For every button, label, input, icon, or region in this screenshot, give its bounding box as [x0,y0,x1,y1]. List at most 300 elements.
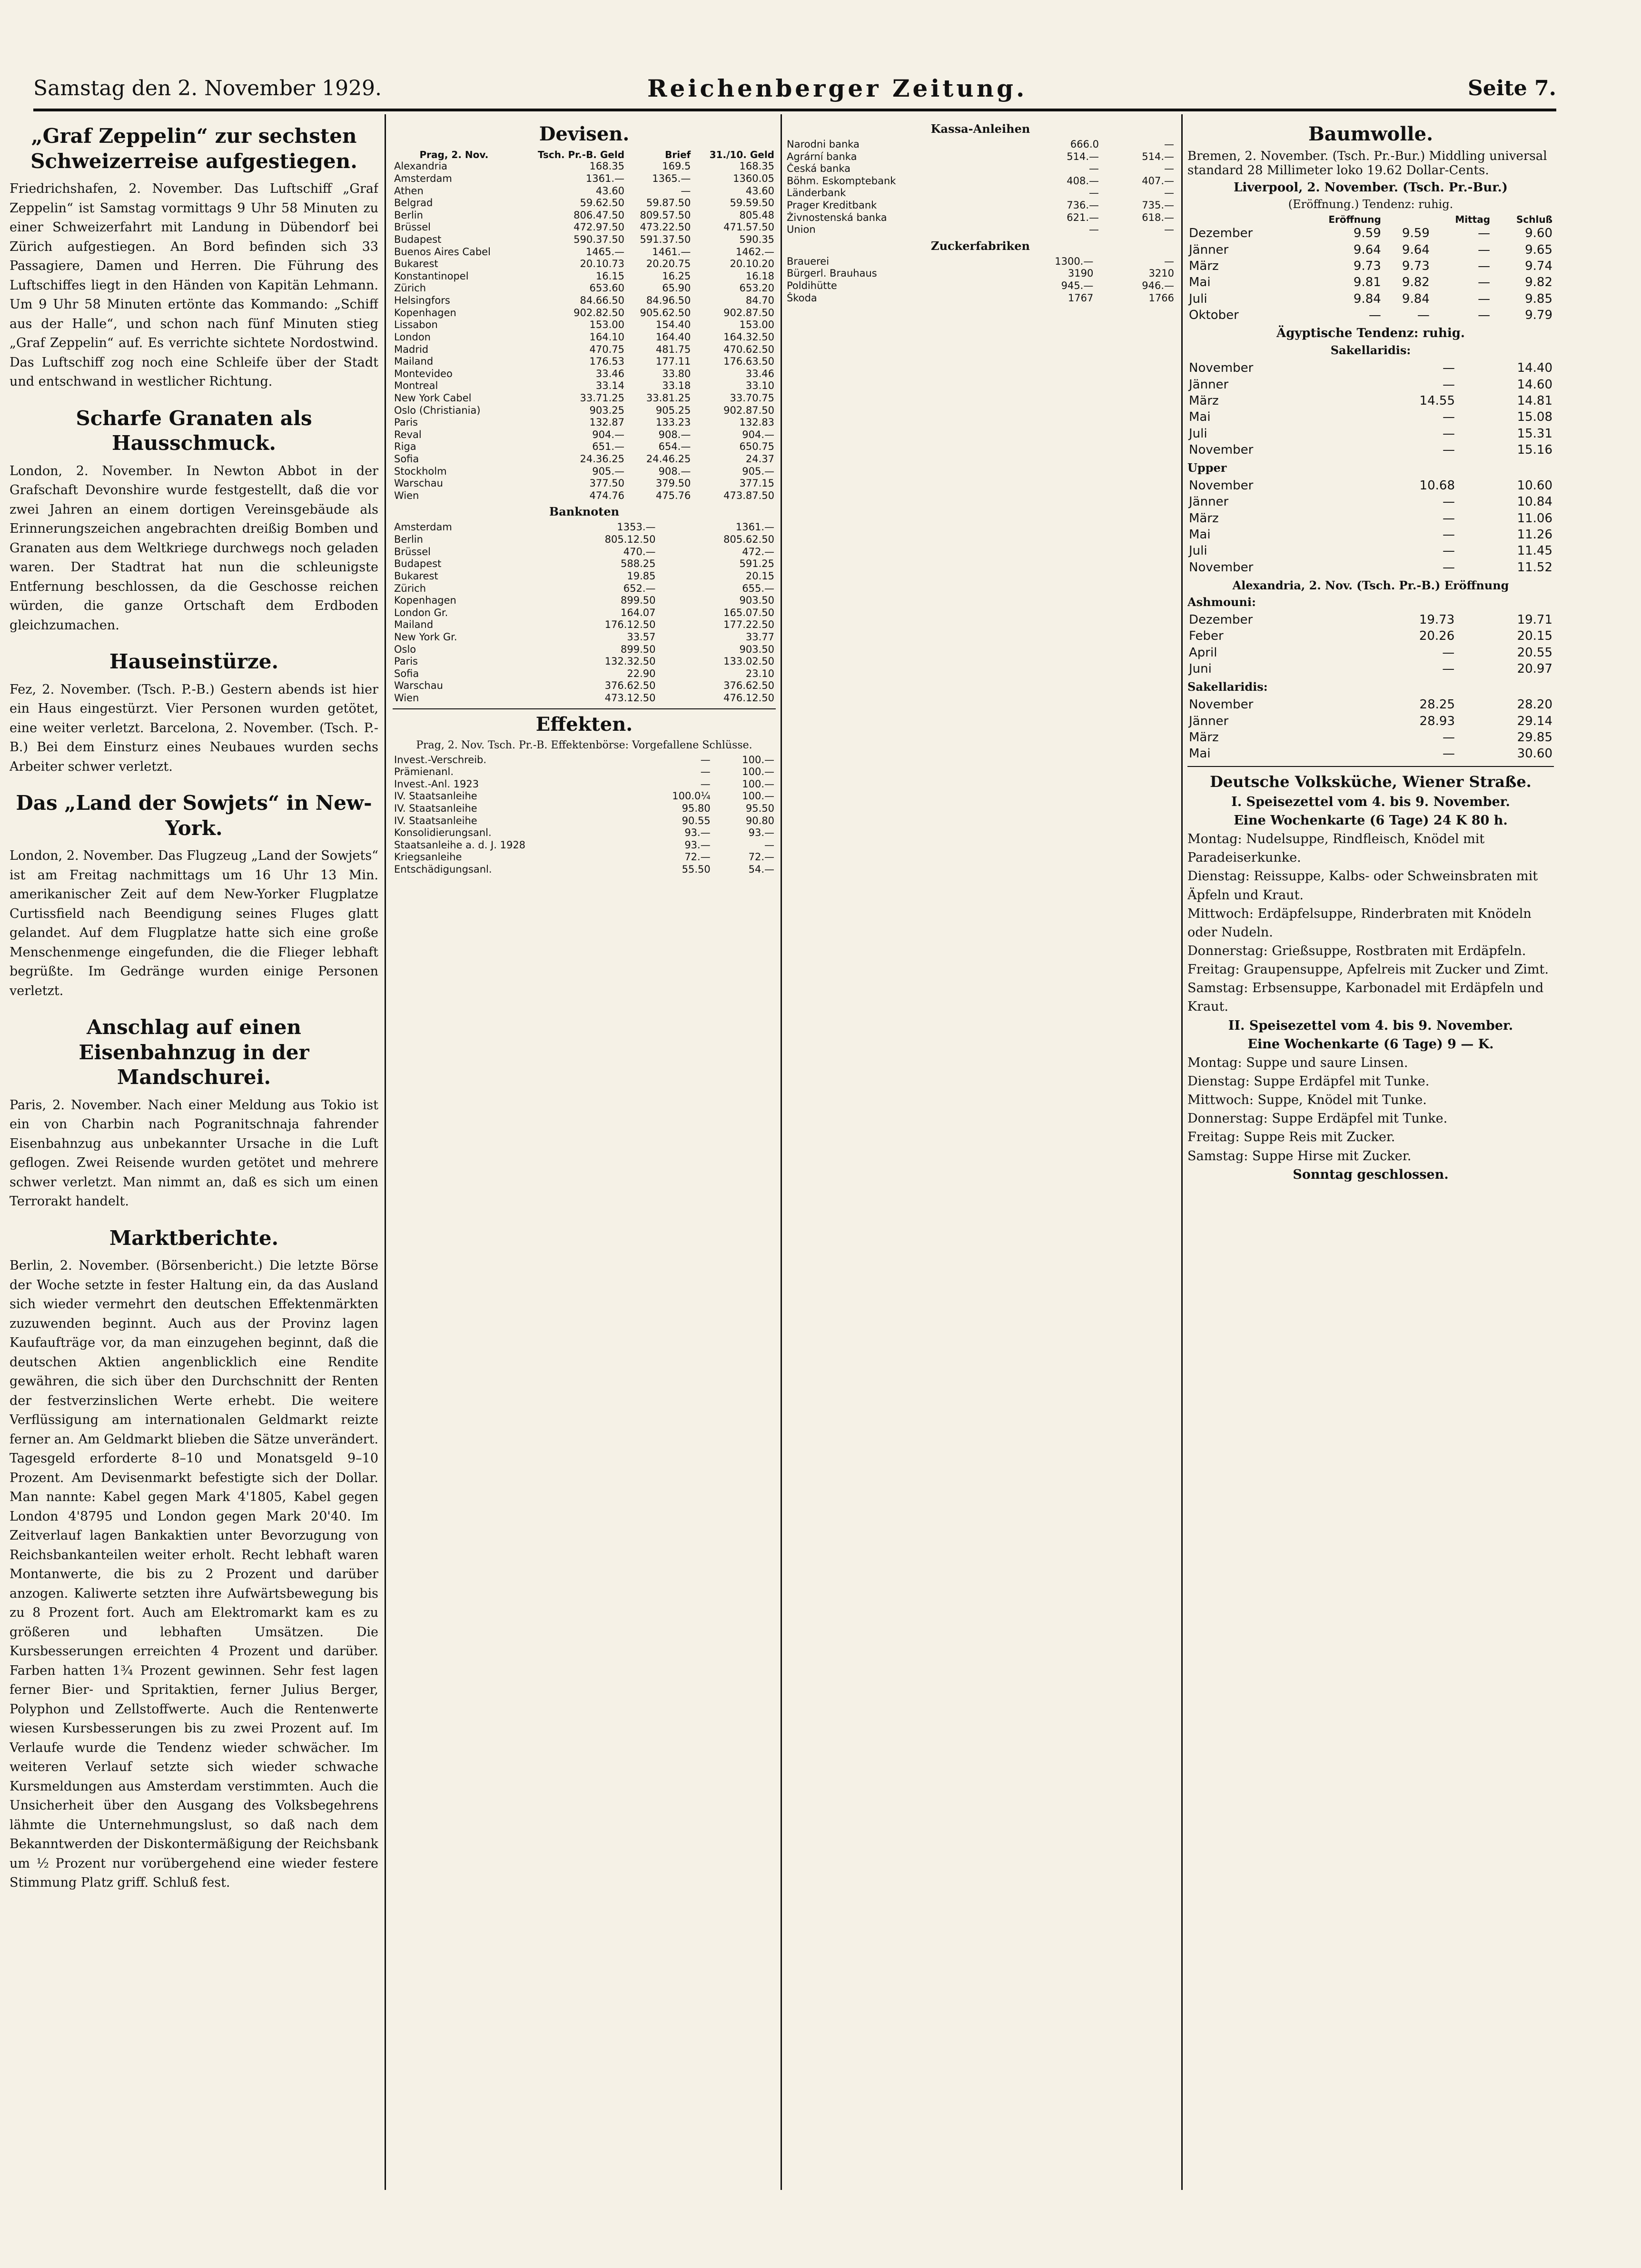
row-label: Riga [394,441,416,453]
header-rule [33,109,1556,111]
newspaper-title: Reichenberger Zeitung. [647,74,1028,102]
cell-value: 806.47.50 [573,209,625,221]
row-label: Warschau [394,477,443,489]
cell-value: 903.50 [739,595,774,607]
menu-card: Eine Wochenkarte (6 Tage) 9 — K. [1247,1036,1494,1052]
cell-value: 471.57.50 [723,221,774,233]
article-body: Fez, 2. November. (Tsch. P.-B.) Gestern abends ist hier ein Haus eingestürzt. Vier Personen wurden getötet, eine weiter verletzt. Barcelona, 2. November. (Tsch. P.-B.) Bei dem Einsturz eines Neubaues wurden sechs Arbeiter schwer verletzt. [10,682,378,774]
table-row [1187,225,1554,241]
cell-value: 9.82 [1525,275,1552,290]
row-label: Lissabon [394,319,438,331]
cell-value: 651.— [592,441,625,453]
cell-value: — [1089,187,1099,199]
row-label: Bukarest [394,570,438,582]
cell-value: 473.87.50 [723,489,774,501]
cell-value: — [1442,645,1455,660]
row-label: April [1189,645,1217,660]
cell-value: 408.— [1067,175,1099,187]
menu-day: Mittwoch: Suppe, Knödel mit Tunke. [1187,1093,1427,1108]
table-row [393,668,776,680]
cell-value: 19.73 [1419,613,1455,627]
row-label: New York Gr. [394,631,457,643]
cell-value: 735.— [1142,199,1174,211]
sakel-title: Sakellaridis: [1187,680,1268,694]
cell-value: 902.87.50 [723,307,774,318]
cell-value: 33.81.25 [646,392,691,404]
article [10,124,378,392]
cell-value: 54.— [748,864,774,875]
cell-value: 177.22.50 [723,619,774,631]
cell-value: 809.57.50 [640,209,691,221]
article-title: Scharfe Granaten als Hausschmuck. [76,406,312,455]
cell-value: — [1164,163,1174,175]
cell-value: 20.97 [1517,661,1552,676]
row-label: Škoda [787,292,817,304]
table-row [393,546,776,558]
row-label: Montreal [394,380,438,392]
row-label: Invest.-Anl. 1923 [394,778,479,790]
cell-value: 1361.— [585,173,625,184]
column-header: 31./10. Geld [709,149,774,160]
row-label: IV. Staatsanleihe [394,815,477,826]
cell-value: — [1164,187,1174,199]
table-row [785,163,1176,175]
cell-value: 100.— [742,778,774,790]
cell-value: 15.08 [1517,410,1552,425]
cell-value: 472.— [742,546,774,557]
cell-value: 905.62.50 [640,307,691,318]
cell-value: 3190 [1068,268,1094,279]
cell-value: 899.50 [621,643,656,655]
cell-value: — [1089,163,1099,175]
row-label: Narodni banka [787,139,860,150]
table-row [393,331,776,344]
article [10,791,378,1001]
table-row [393,766,776,778]
cell-value: 22.90 [627,667,656,679]
cell-value: 903.50 [739,643,774,655]
cell-value: — [1442,527,1455,542]
cell-value: 176.12.50 [604,619,656,631]
cell-value: 43.60 [745,185,774,197]
table-row [393,405,776,417]
cell-value: 618.— [1142,211,1174,223]
cell-value: 24.37 [745,453,774,465]
row-label: Länderbank [787,187,846,199]
cell-value: 16.15 [595,270,625,282]
row-label: Feber [1189,629,1224,644]
news-column [10,119,378,2185]
table-row [393,160,776,173]
row-label: Berlin [394,534,423,546]
row-label: Brauerei [787,255,830,267]
table-row [393,246,776,259]
table-row [1187,360,1554,376]
cell-value: — [1368,308,1381,322]
table-row [1187,274,1554,290]
cell-value: 11.06 [1517,511,1552,526]
row-label: Agrární banka [787,150,857,162]
table-row [393,534,776,546]
row-label: Mai [1189,275,1211,290]
table-row [393,392,776,405]
cell-value: 1300.— [1055,255,1094,267]
table-row [393,344,776,356]
cell-value: 905.25 [655,404,691,416]
banknoten-title: Banknoten [549,505,620,519]
cell-value: — [1442,410,1455,425]
page-header [33,71,1556,105]
row-label: New York Cabel [394,392,472,404]
cell-value: 1361.— [735,521,774,533]
row-label: London Gr. [394,607,448,618]
cell-value: — [764,839,774,851]
cell-value: 164.10 [589,331,625,343]
cell-value: 9.84 [1353,291,1381,306]
cell-value: 100.— [742,766,774,778]
table-row [393,754,776,766]
cell-value: 20.55 [1517,645,1552,660]
cell-value: 93.— [684,839,711,851]
row-label: November [1189,560,1254,575]
article-title: Anschlag auf einen Eisenbahnzug in der Mandschurei. [79,1015,309,1089]
cell-value: 132.32.50 [604,656,656,667]
cell-value: 908.— [658,465,691,477]
cell-value: 9.65 [1525,242,1552,257]
table-row [393,680,776,692]
cell-value: 20.20.75 [646,258,691,270]
table-row [393,607,776,619]
row-label: Staatsanleihe a. d. J. 1928 [394,839,526,851]
row-label: IV. Staatsanleihe [394,790,477,802]
cell-value: 946.— [1142,280,1174,292]
table-row [393,368,776,380]
cell-value: 33.70.75 [730,392,774,404]
table-row [785,224,1176,236]
cell-value: 407.— [1142,175,1174,187]
table-row [393,595,776,607]
cell-value: 95.80 [682,803,711,815]
cell-value: 176.63.50 [723,356,774,368]
article-title: „Graf Zeppelin“ zur sechsten Schweizerreise aufgestiegen. [30,124,357,173]
table-row [393,319,776,331]
cell-value: 16.18 [745,270,774,282]
row-label: Warschau [394,680,443,692]
table-row [393,570,776,583]
column-divider [1181,114,1183,2190]
devisen-table [393,149,776,502]
row-label: Mailand [394,356,434,368]
cell-value: 93.— [684,827,711,839]
menu-day: Samstag: Erbsensuppe, Karbonadel mit Erdäpfeln und Kraut. [1187,981,1544,1015]
table-row [785,212,1176,224]
table-row [1187,377,1554,393]
cell-value: — [1089,224,1099,236]
cell-value: 3210 [1148,268,1174,279]
table-row [785,151,1176,163]
table-row [393,644,776,656]
article [10,649,378,776]
row-label: London [394,331,431,343]
row-label: Jänner [1189,495,1229,509]
table-row [393,209,776,222]
liverpool-table [1187,214,1554,323]
table-row [393,466,776,478]
cell-value: 905.— [592,465,625,477]
cell-value: 9.84 [1402,291,1430,306]
cell-value: 20.26 [1419,629,1455,644]
row-label: Bürgerl. Brauhaus [787,268,877,279]
cell-value: 19.85 [627,570,656,582]
row-label: Kopenhagen [394,307,456,318]
row-label: Zürich [394,282,426,294]
table-row [785,256,1176,268]
cell-value: 33.57 [627,631,656,643]
table-row [1187,442,1554,458]
table-row [393,453,776,466]
cell-value: 9.60 [1525,226,1552,241]
cell-value: 176.53 [589,356,625,368]
menu-day: Dienstag: Suppe Erdäpfel mit Tunke. [1187,1074,1430,1089]
baumwolle-title: Baumwolle. [1308,123,1433,145]
column-header: Eröffnung [1328,214,1381,225]
column-header [1383,214,1431,225]
table-row [393,864,776,876]
table-row [393,441,776,453]
table-row [393,380,776,392]
article [10,1226,378,1893]
cell-value: 84.70 [745,295,774,307]
cell-value: — [1478,308,1491,322]
row-label: Alexandria [394,160,448,172]
cell-value: 1353.— [617,521,656,533]
cell-value: 95.50 [745,803,774,815]
row-label: Buenos Aires Cabel [394,246,491,258]
row-label: Oktober [1189,308,1239,322]
table-row [393,197,776,209]
divider [393,708,776,709]
ashmouni-title: Ashmouni: [1187,595,1256,609]
column-header: Schluß [1516,214,1552,225]
table-row [393,851,776,864]
row-label: Wien [394,692,419,704]
cell-value: 33.71.25 [580,392,625,404]
cell-value: 10.60 [1517,478,1552,493]
cell-value: 904.— [742,428,774,440]
cell-value: — [1442,511,1455,526]
column-divider [781,114,782,2190]
article-body: Friedrichshafen, 2. November. Das Luftschiff „Graf Zeppelin“ ist Samstag vormittags 9 Uhr 58 Minuten zu einer Schweizerfahrt mit Landung in Dübendorf bei Zürich aufgestiegen. An Bord befinden sich 33 Passagiere, Damen und Herren. Die Führung des Luftschiffes liegt in den Händen von Kapitän Lehmann. Um 9 Uhr 58 Minuten ertönte das Kommando: „Schiff aus der Halle“, und schon nach fünf Minuten stieg „Graf Zeppelin“ auf. Es verrichte sichtete Nordostwind. Das Luftschiff zog noch eine Schleife über der Stadt und entschwand in westlicher Richtung. [10,181,378,389]
cell-value: 481.75 [655,343,691,355]
cell-value: 377.15 [739,477,774,489]
table-row [393,221,776,234]
row-label: Kriegsanleihe [394,851,462,863]
cell-value: 476.12.50 [723,692,774,704]
table-row [1187,510,1554,527]
column-header [1187,214,1294,225]
cell-value: 14.55 [1419,393,1455,408]
row-label: November [1189,697,1254,712]
cell-value: 43.60 [595,185,625,197]
table-row [785,292,1176,305]
cell-value: 1766 [1148,292,1174,304]
cell-value: 805.12.50 [604,534,656,546]
table-row [393,477,776,490]
cell-value: — [1442,377,1455,392]
effekten-table [393,754,776,876]
banknoten-table [393,521,776,704]
table-row [1187,713,1554,729]
menu-section [1187,771,1554,1184]
row-label: Poldihütte [787,280,837,292]
egypt-title: Ägyptische Tendenz: ruhig. [1276,326,1465,341]
table-row [1187,696,1554,713]
article-body: Paris, 2. November. Nach einer Meldung aus Tokio ist ein von Charbin nach Pogranitschnaja fahrender Eisenbahnzug aus unbekannter Ursache in die Luft geflogen. Zwei Reisende wurden getötet und mehrere schwer verletzt. Man nimmt an, daß es sich um einen Terrorakt handelt. [10,1097,378,1209]
cell-value: 59.59.50 [730,197,774,209]
table-row [393,295,776,307]
cell-value: 33.10 [745,380,774,392]
cell-value: 470.62.50 [723,343,774,355]
menu-day: Samstag: Suppe Hirse mit Zucker. [1187,1148,1412,1164]
table-row [785,280,1176,292]
article-title: Das „Land der Sowjets“ in New-York. [16,791,372,840]
bremen-report: Bremen, 2. November. (Tsch. Pr.-Bur.) Middling universal standard 28 Millimeter loko 19.62 Dollar-Cents. [1187,149,1547,178]
menu-week: II. Speisezettel vom 4. bis 9. November. [1228,1018,1513,1033]
cell-value: 84.96.50 [646,295,691,307]
menu-day: Dienstag: Reissuppe, Kalbs- oder Schweinsbraten mit Äpfeln und Kraut. [1187,869,1538,903]
upper-title: Upper [1187,461,1227,475]
table-row [1187,543,1554,559]
row-label: Mai [1189,746,1211,761]
table-row [1187,729,1554,746]
cell-value: 652.— [623,582,656,594]
table-row [1187,645,1554,661]
cell-value: 591.25 [739,558,774,570]
row-label: November [1189,478,1254,493]
table-row [393,790,776,803]
header-date: Samstag den 2. November 1929. [33,76,382,100]
table-row [393,815,776,827]
article-body: London, 2. November. Das Flugzeug „Land der Sowjets“ ist am Freitag nachmittags um 16 Uhr 13 Min. amerikanischer Zeit auf dem New-Yorker Flugplatze Curtissfield nach Beendigung seines Fluges glatt gelandet. Auf dem Flugplatze hatte sich eine große Menschenmenge eingefunden, die die Flieger lebhaft begrüßte. Im Gedränge wurden einige Personen verletzt. [10,848,378,998]
row-label: Živnostenská banka [787,211,887,223]
cell-value: 84.66.50 [580,295,625,307]
page-number: Seite 7. [1467,76,1556,100]
cell-value: 9.73 [1402,259,1430,274]
menu-day: Mittwoch: Erdäpfelsuppe, Rinderbraten mit Knödeln oder Nudeln. [1187,906,1532,940]
article [10,1015,378,1212]
cell-value: 514.— [1067,150,1099,162]
row-label: Mai [1189,410,1211,425]
cell-value: 154.40 [655,319,691,331]
cell-value: 1360.05 [733,173,774,184]
cell-value: 653.20 [739,282,774,294]
row-label: Union [787,224,816,236]
cell-value: — [1442,495,1455,509]
row-label: Jänner [1189,377,1229,392]
article-body: London, 2. November. In Newton Abbot in der Grafschaft Devonshire wurde festgestellt, daß die vor zwei Jahren an einem dortigen Vereinsgebäude als Erinnerungszeichen angebrachten dreißig Bomben und Granaten aus dem Weltkriege durchwegs noch geladen waren. Der Stadtrat hat nun die schleunigste Entfernung beschlossen, da die Geschosse reichen würden, die ganze Ortschaft dem Erdboden gleichzumachen. [10,463,378,633]
table-row [393,185,776,198]
market-column [1187,119,1554,2185]
cell-value: 100.— [742,754,774,766]
table-row [393,173,776,185]
cell-value: 29.85 [1517,730,1552,745]
row-label: Stockholm [394,465,447,477]
liverpool-subtitle: (Eröffnung.) Tendenz: ruhig. [1288,198,1453,211]
cell-value: 28.20 [1517,697,1552,712]
cell-value: 20.15 [745,570,774,582]
cell-value: 132.87 [589,417,625,428]
cell-value: 666.0 [1070,139,1099,150]
cell-value: 590.37.50 [573,234,625,246]
cell-value: 33.18 [662,380,691,392]
row-label: Mai [1189,527,1211,542]
menu-title: Deutsche Volksküche, Wiener Straße. [1210,772,1532,791]
row-label: Juli [1189,426,1207,441]
column-header: Mittag [1455,214,1491,225]
row-label: Brüssel [394,221,431,233]
cell-value: 100.— [742,790,774,802]
menu-closed: Sonntag geschlossen. [1293,1167,1449,1182]
table-row [393,692,776,705]
cell-value: 11.26 [1517,527,1552,542]
effekten-subtitle: Prag, 2. Nov. Tsch. Pr.-B. Effektenbörse: Vorgefallene Schlüsse. [416,739,752,751]
row-label: Entschädigungsanl. [394,864,492,875]
cell-value: 9.85 [1525,291,1552,306]
row-label: Konstantinopel [394,270,469,282]
cell-value: 33.80 [662,368,691,379]
row-label: Kopenhagen [394,595,456,607]
cell-value: 805.62.50 [723,534,774,546]
cell-value: 376.62.50 [723,680,774,692]
cell-value: — [1442,544,1455,558]
cell-value: 945.— [1061,280,1094,292]
effekten-title: Effekten. [535,713,633,736]
table-row [1187,661,1554,677]
cell-value: 1462.— [735,246,774,258]
row-label: Madrid [394,343,429,355]
cell-value: 9.64 [1353,242,1381,257]
cell-value: 588.25 [621,558,656,570]
cell-value: 153.00 [739,319,774,331]
cell-value: 55.50 [682,864,711,875]
table-row [1187,307,1554,323]
table-row [393,778,776,791]
table-row [393,583,776,595]
row-label: IV. Staatsanleihe [394,803,477,815]
cell-value: 473.12.50 [604,692,656,704]
devisen-column [393,119,776,2185]
table-row [785,139,1176,151]
cell-value: 59.87.50 [646,197,691,209]
cell-value: — [1164,224,1174,236]
cell-value: 20.10.20 [730,258,774,270]
cell-value: — [1478,242,1491,257]
row-label: November [1189,361,1254,376]
cell-value: 14.40 [1517,361,1552,376]
row-label: Böhm. Eskomptebank [787,175,896,187]
cell-value: 33.77 [745,631,774,643]
cell-value: 164.40 [655,331,691,343]
article-body: Berlin, 2. November. (Börsenbericht.) Die letzte Börse der Woche setzte in fester Haltung ein, da das Ausland sich wieder vermehrt den deutschen Effektenmärkten zuzuwenden beginnt. Auch aus der Provinz lagen Kaufaufträge vor, da man einzugehen beginnt, daß die deutschen Aktien angenblicklich eine Rendite gewähren, die sich über den Durchschnitt der Renten der festverzinslichen Werte erhebt. Die weitere Verflüssigung am internationalen Geldmarkt reizte ferner an. Am Geldmarkt blieben die Sätze unverändert. Tagesgeld erforderte 8–10 und Monatsgeld 9–10 Prozent. Am Devisenmarkt befestigte sich der Dollar. Man nannte: Kabel gegen Mark 4'1805, Kabel gegen London 4'8795 und London gegen Mark 20'40. Im Zeitverlauf lagen Bankaktien unter Bevorzugung von Reichsbankanteilen weiter erholt. Recht lebhaft waren Montanwerte, die bis zu 2 Prozent und darüber anzogen. Kaliwerte setzten ihre Aufwärtsbewegung bis zu 8 Prozent fort. Auch am Elektromarkt kam es zu größeren und lebhaften Umsätzen. Die Kursbesserungen erreichten 4 Prozent und darüber. Farben hatten 1¾ Prozent gewinnen. Sehr fest lagen ferner Bier- und Spritaktien, ferner Julius Berger, Polyphon und Zellstoffwerte. Auch die Rentenwerte wiesen Kursbesserungen bis zu zwei Prozent auf. Im Verlaufe wurde die Tendenz wieder schwächer. Im weiteren Verlauf setzte sich wieder schwache Kursmeldungen aus Amsterdam verstimmten. Auch die Unsicherheit über den Ausgang des Volksbegehrens lähmte die Unternehmungslust, so daß nach dem Bekanntwerden der Diskontermäßigung der Reichsbank um ½ Prozent nur vorübergehend eine wieder festere Stimmung Platz griff. Schluß fest. [10,1258,378,1890]
row-label: Paris [394,417,418,428]
cell-value: — [1442,560,1455,575]
cell-value: 24.46.25 [646,453,691,465]
row-label: März [1189,511,1219,526]
cell-value: 30.60 [1517,746,1552,761]
table-row [393,827,776,839]
table-row [785,199,1176,212]
row-label: Amsterdam [394,521,452,533]
